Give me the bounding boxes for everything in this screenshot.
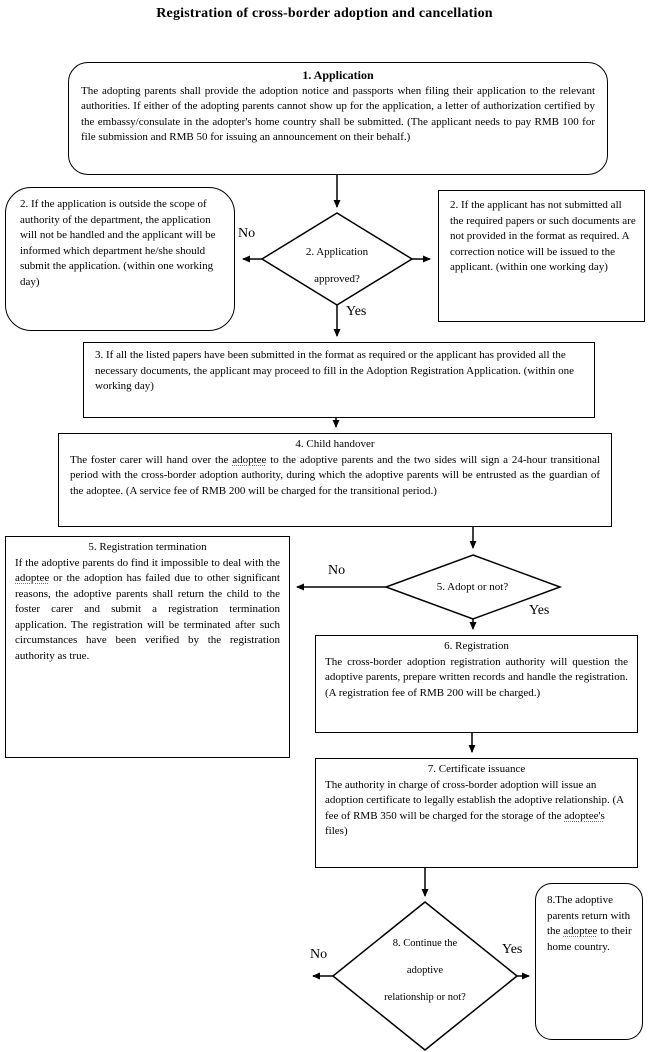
- decision-2-line2: approved?: [314, 273, 360, 285]
- label-no-decision2: No: [238, 226, 256, 241]
- node-3-body: 3. If all the listed papers have been submitted in the format as required or the applicant has provided all the necessary documents, the applicant may proceed to fill in the Adoption Registration Application. (within one working day): [95, 349, 574, 392]
- label-yes-decision5: Yes: [529, 603, 550, 618]
- node-8-return-home: [535, 883, 643, 1040]
- node-1-heading: 1. Application: [302, 68, 374, 82]
- node-7-body: The authority in charge of cross-border adoption will issue an adoption certificate to legally establish the adoptive relationship. (A fee of RMB 350 will be charged for the storage of the adoptee's files): [325, 778, 624, 837]
- node-1-application: [68, 62, 608, 175]
- node-8-body: 8.The adoptive parents return with the adoptee to their home country.: [547, 894, 632, 953]
- node-3-proceed: [83, 342, 595, 418]
- node-6-heading: 6. Registration: [444, 640, 509, 652]
- label-no-decision5: No: [328, 563, 346, 578]
- node-7-heading: 7. Certificate issuance: [427, 763, 526, 775]
- label-yes-decision8: Yes: [502, 942, 523, 957]
- label-yes-decision2: Yes: [346, 304, 367, 319]
- node-2-outside-scope: [5, 187, 235, 331]
- node-5-registration-termination: [5, 536, 290, 758]
- decision-2-label: [272, 239, 402, 293]
- decision-2-line1: 2. Application: [305, 246, 369, 258]
- node-2-outside-scope-body: 2. If the application is outside the scope of authority of the department, the application will not be handled and the applicant will be informed which department he/she should submit the application. (within one working day): [20, 198, 216, 288]
- decision-5-label: [402, 575, 543, 599]
- decision-8-line1: 8. Continue the: [392, 938, 458, 949]
- node-2-correction-notice: [438, 190, 645, 322]
- node-2-correction-notice-body: 2. If the applicant has not submitted all the required papers or such documents are not provided in the format as required. A correction notice will be issued to the applicant. (within one working day): [450, 199, 636, 273]
- node-6-body: The cross-border adoption registration authority will question the adoptive parents, prepare written records and handle the registration. (A registration fee of RMB 200 will be charged.): [325, 655, 628, 699]
- decision-8-line2: adoptive: [406, 965, 444, 976]
- label-no-decision8: No: [310, 947, 328, 962]
- node-4-body: The foster carer will hand over the adoptee to the adoptive parents and the two sides will sign a 24-hour transitional period with the cross-border adoption authority, during which the adoptive parents will be entrusted as the guardian of the adoptee. (A service fee of RMB 200 will be charged for the transitional period.): [70, 453, 600, 497]
- node-5-body: If the adoptive parents do find it impossible to deal with the adoptee or the adoption has failed due to other significant reasons, the adoptive parents shall return the child to the foster carer and submit a registration termination application. The registration will be terminated after such circumstances have been verified by the registration authority as true.: [15, 556, 280, 662]
- page-title: Registration of cross-border adoption and cancellation: [156, 6, 493, 21]
- node-4-heading: 4. Child handover: [295, 438, 375, 450]
- node-4-child-handover: [58, 433, 612, 527]
- node-5-heading: 5. Registration termination: [88, 541, 207, 553]
- node-1-body: The adopting parents shall provide the adoption notice and passports when filing their application to the relevant authorities. If either of the adopting parents cannot show up for the application, a letter of authorization certified by the embassy/consulate in the adopter's home country shall be submitted. (The applicant needs to pay RMB 100 for file submission and RMB 50 for issuing an announcement on their behalf.): [81, 84, 595, 143]
- decision-8-line3: relationship or not?: [384, 992, 466, 1003]
- decision-5-line1: 5. Adopt or not?: [436, 581, 509, 593]
- decision-8-label: [350, 930, 500, 1011]
- node-6-registration: [315, 635, 638, 733]
- node-7-certificate-issuance: [315, 758, 638, 868]
